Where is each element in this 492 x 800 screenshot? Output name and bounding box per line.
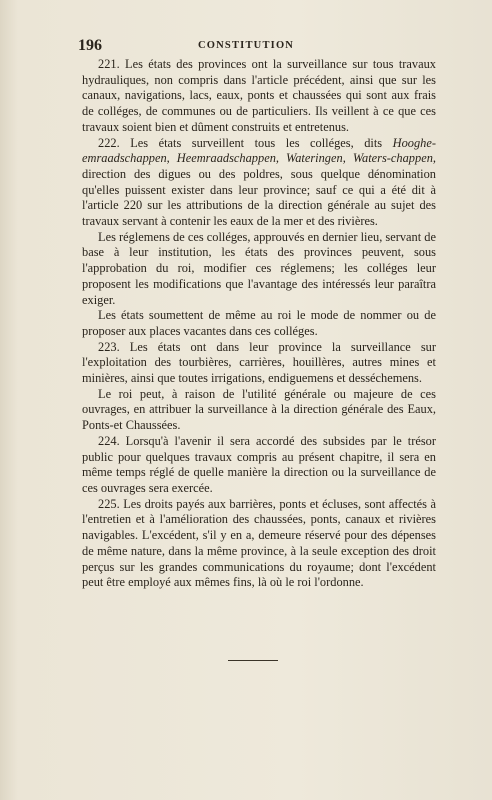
- article-225-text: 225. Les droits payés aux barrières, ponts et écluses, sont affectés à l'entretien et à l'amélioration des chaussées, ponts, canaux et rivières navigables. L'excédent, s'il y en a, demeure réservé pour des dépenses de même nature, dans la même province, à la seule exception des droit perçus sur les grandes communications du royaume; dont l'excédent peut être employé aux mêmes fins, là où le roi l'ordonne.: [82, 496, 436, 590]
- body-text: [82, 57, 436, 591]
- running-head: CONSTITUTION: [198, 40, 295, 51]
- article-223-text: 223. Les états ont dans leur province la surveillance sur l'exploitation des tourbières, carrières, houillères, autres mines et minières, ainsi que toutes irrigations, endiguemens et desséchemens.: [82, 339, 436, 386]
- page-header: [78, 37, 438, 54]
- paragraph-roi-text: Le roi peut, à raison de l'utilité générale ou majeure de ces ouvrages, en attribuer la surveillance à la direction générale des Eaux, Ponts-et Chaussées.: [82, 386, 436, 433]
- article-221-text: 221. Les états des provinces ont la surveillance sur tous travaux hydrauliques, non compris dans l'article précédent, ainsi que sur les canaux, navigations, lacs, eaux, ponts et chaussées qui sont aux frais de colléges, de communes ou de particuliers. Ils veillent à ce que ces travaux soient bien et dûment construits et entretenus.: [82, 57, 436, 134]
- article-225: [82, 497, 436, 591]
- article-224: [82, 434, 436, 497]
- article-221: [82, 57, 436, 136]
- paragraph-nominations: [82, 308, 436, 339]
- paragraph-reglemens: [82, 230, 436, 309]
- article-222-italic-names: Hooghe-emraadschappen, Heemraadschappen, Wateringen, Waters-chappen,: [82, 135, 436, 166]
- article-222: [82, 136, 436, 230]
- page-number: 196: [78, 37, 102, 54]
- closing-rule: [228, 660, 278, 661]
- paragraph-roi: [82, 387, 436, 434]
- article-222-text: 222. Les états surveillent tous les colléges, dits: [98, 135, 393, 150]
- paragraph-nominations-text: Les états soumettent de même au roi le mode de nommer ou de proposer aux places vacantes dans ces colléges.: [82, 308, 436, 338]
- article-224-text: 224. Lorsqu'à l'avenir il sera accordé des subsides par le trésor public pour quelques travaux compris au présent chapitre, il sera en même temps réglé de quelle manière la direction ou la surveillance de ces ouvrages sera exercée.: [82, 433, 436, 495]
- article-222-text-cont: direction des digues ou des poldres, sous quelque dénomination qu'elles puissent exister dans leur province; sauf ce qui a été dit à l'article 220 sur les attributions de la direction générale au sujet des travaux servant à contenir les eaux de la mer et des rivières.: [82, 166, 436, 229]
- article-223: [82, 340, 436, 387]
- paragraph-reglemens-text: Les réglemens de ces colléges, approuvés en dernier lieu, servant de base à leur institution, les états des provinces peuvent, sous l'approbation du roi, modifier ces réglemens; les colléges leur proposent les modifications que l'avantage des intéressés leur paraîtra exiger.: [82, 229, 436, 307]
